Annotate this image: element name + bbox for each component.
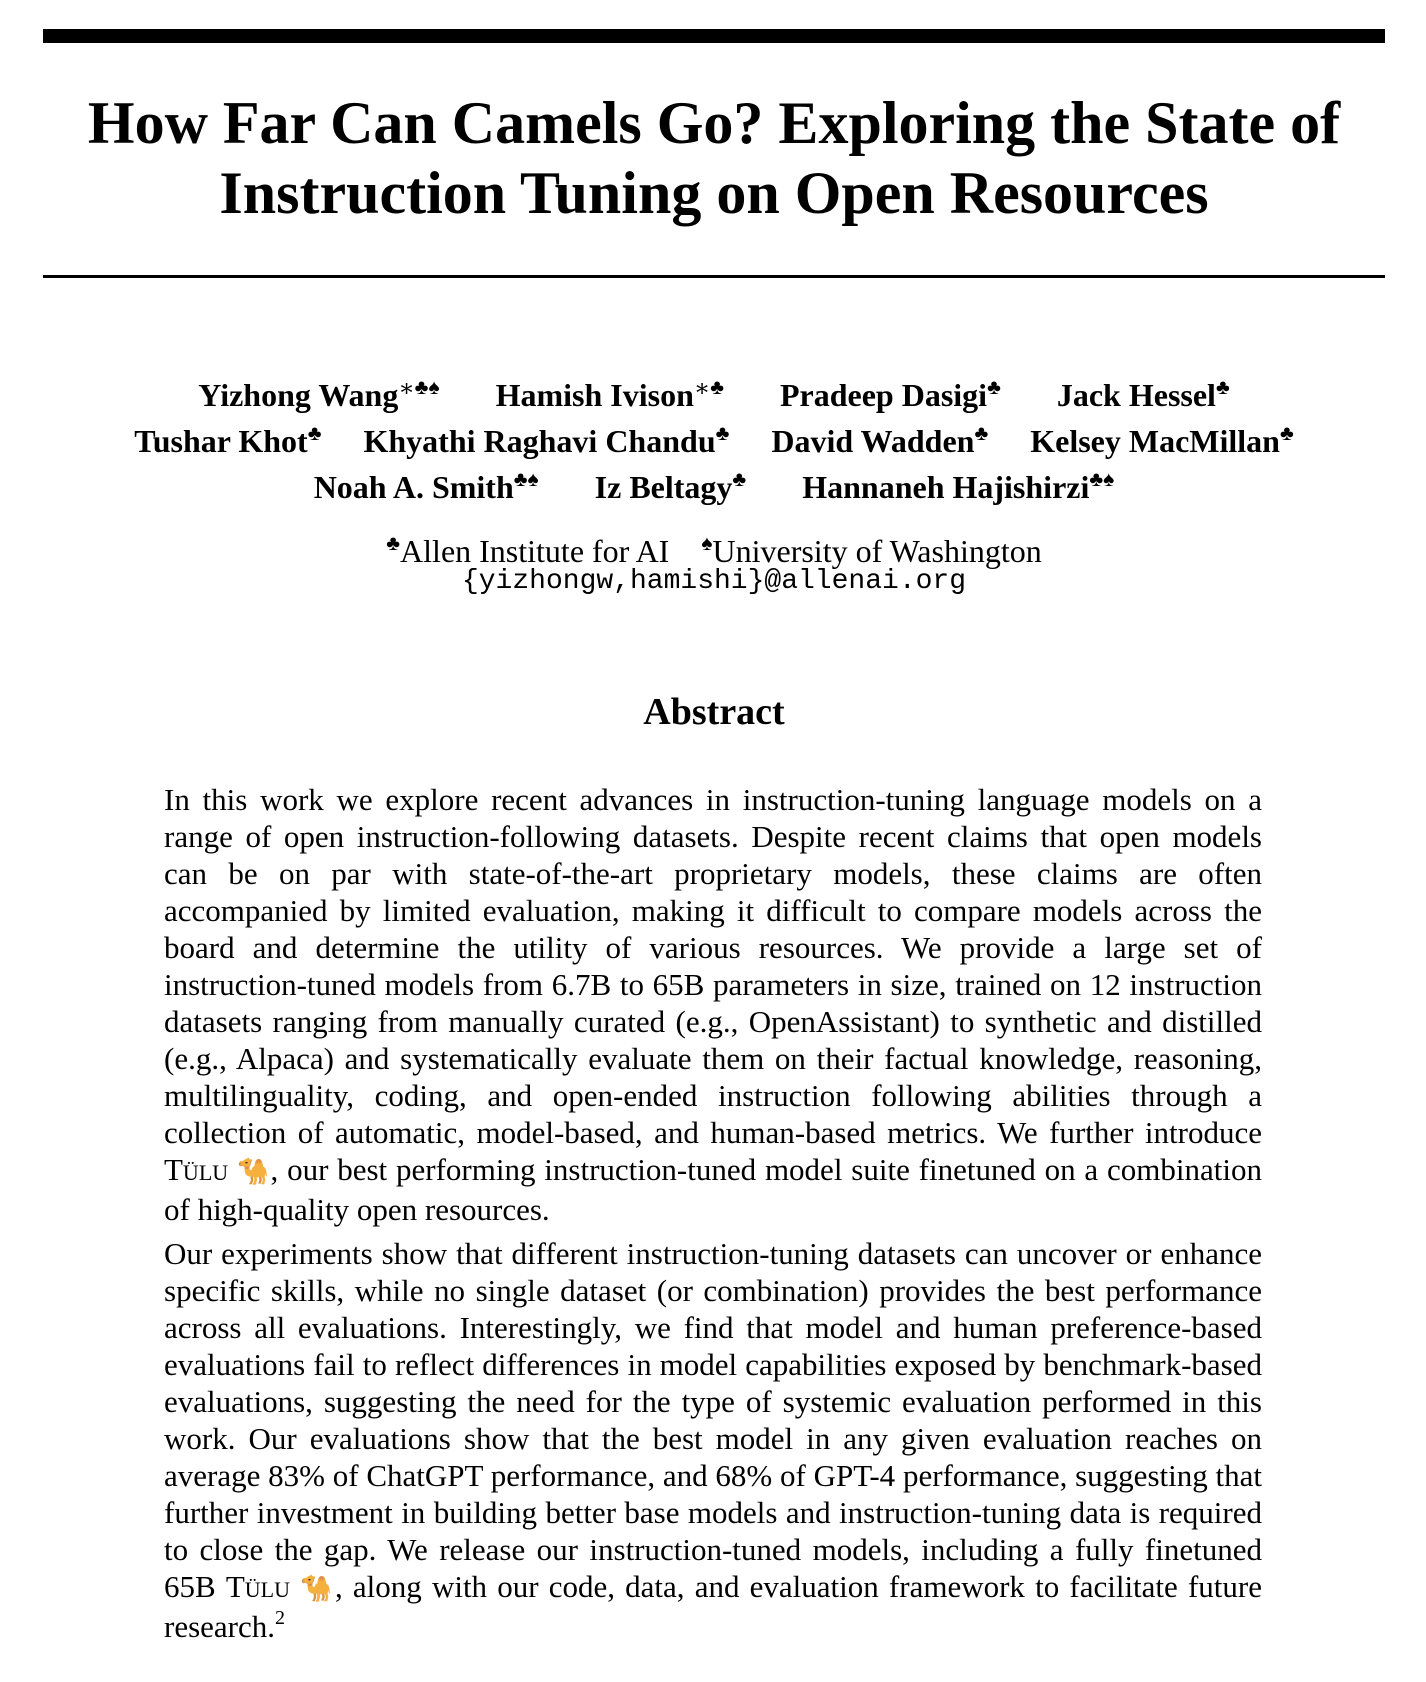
author-name: Iz Beltagy <box>594 469 733 505</box>
author-name: Yizhong Wang <box>198 377 399 413</box>
equal-contribution-mark: ∗ <box>693 376 711 402</box>
affiliation-mark: ♣ <box>715 421 730 445</box>
abstract-body <box>164 781 1262 1652</box>
title-line-2: Instruction Tuning on Open Resources <box>219 160 1209 226</box>
club-affiliation-mark: ♣ <box>386 531 401 555</box>
paper-title <box>43 88 1385 228</box>
spade-affiliation-mark: ♠ <box>701 531 713 555</box>
contact-email: {yizhongw,hamishi}@allenai.org <box>461 566 967 597</box>
author-row-2 <box>43 414 1385 460</box>
equal-contribution-mark: ∗ <box>398 376 415 402</box>
title-line-1: How Far Can Camels Go? Exploring the State of <box>87 90 1341 156</box>
author-row-1 <box>43 368 1385 414</box>
author-name: Kelsey MacMillan <box>1030 423 1280 459</box>
author-name: Pradeep Dasigi <box>779 377 988 413</box>
abstract-paragraph-1 <box>164 781 1262 1228</box>
affiliation-mark: ♣ <box>1279 421 1294 445</box>
affiliation-mark: ♣♠ <box>1089 467 1115 491</box>
affiliation-ai2: Allen Institute for AI <box>400 533 670 569</box>
tulu-name: Tülu <box>225 1569 291 1604</box>
affiliation-mark: ♣ <box>1215 375 1230 399</box>
abstract-heading: Abstract <box>643 691 785 733</box>
author-list <box>43 368 1385 506</box>
author-name: Tushar Khot <box>134 423 308 459</box>
footnote-marker[interactable]: 2 <box>275 1607 285 1629</box>
top-rule <box>43 29 1385 43</box>
affiliation-mark: ♣ <box>307 421 322 445</box>
affiliation-mark: ♣♠ <box>414 375 440 399</box>
author-row-3 <box>43 460 1385 506</box>
camel-icon: 🐪 <box>300 1574 335 1604</box>
author-name: David Wadden <box>771 423 975 459</box>
abstract-paragraph-2 <box>164 1235 1262 1645</box>
title-rule <box>43 275 1385 278</box>
abstract-p2-tail: , along with our code, data, and evaluation framework to facilitate future research. <box>164 1569 1262 1644</box>
affiliation-mark: ♣♠ <box>513 467 539 491</box>
abstract-p2-text: Our experiments show that different instruction-tuning datasets can uncover or enhance specific skills, while no single dataset (or combination) provides the best performance across all evaluations. Interestingly, we find that model and human preference-based evaluations fail to reflect differences in model capabilities exposed by benchmark-based evaluations, suggesting the need for the type of systemic evaluation performed in this work. Our evaluations show that the best model in any given evaluation reaches on average 83% of ChatGPT performance, and 68% of GPT-4 performance, suggesting that further investment in building better base models and instruction-tuning data is required to close the gap. We release our instruction-tuned models, including a fully finetuned 65B <box>164 1236 1262 1604</box>
affiliation-mark: ♣ <box>974 421 989 445</box>
affiliation-mark: ♣ <box>732 467 747 491</box>
abstract-p1-text: In this work we explore recent advances in instruction-tuning language models on a range of open instruction-following datasets. Despite recent claims that open models can be on par with state-of-the-art proprietary models, these claims are often accompanied by limited evaluation, making it difficult to compare models across the board and determine the utility of various resources. We provide a large set of instruction-tuned models from 6.7B to 65B parameters in size, trained on 12 instruction datasets ranging from manually curated (e.g., OpenAssistant) to synthetic and distilled (e.g., Alpaca) and systematically evaluate them on their factual knowledge, reasoning, multilinguality, coding, and open-ended instruction following abilities through a collection of automatic, model-based, and human-based metrics. We further introduce <box>164 782 1262 1150</box>
affiliation-uw: University of Washington <box>712 533 1042 569</box>
affiliation-mark: ♣ <box>987 375 1001 399</box>
author-name: Noah A. Smith <box>313 469 514 505</box>
author-name: Khyathi Raghavi Chandu <box>363 423 716 459</box>
abstract-p1-tail: , our best performing instruction-tuned model suite finetuned on a combination of high-quality open resources. <box>164 1152 1262 1227</box>
tulu-name: Tülu <box>164 1152 229 1187</box>
camel-icon: 🐪 <box>237 1157 271 1187</box>
affiliation-mark: ♣ <box>710 375 724 399</box>
author-name: Hannaneh Hajishirzi <box>802 469 1090 505</box>
author-name: Jack Hessel <box>1056 377 1216 413</box>
author-name: Hamish Ivison <box>495 377 694 413</box>
